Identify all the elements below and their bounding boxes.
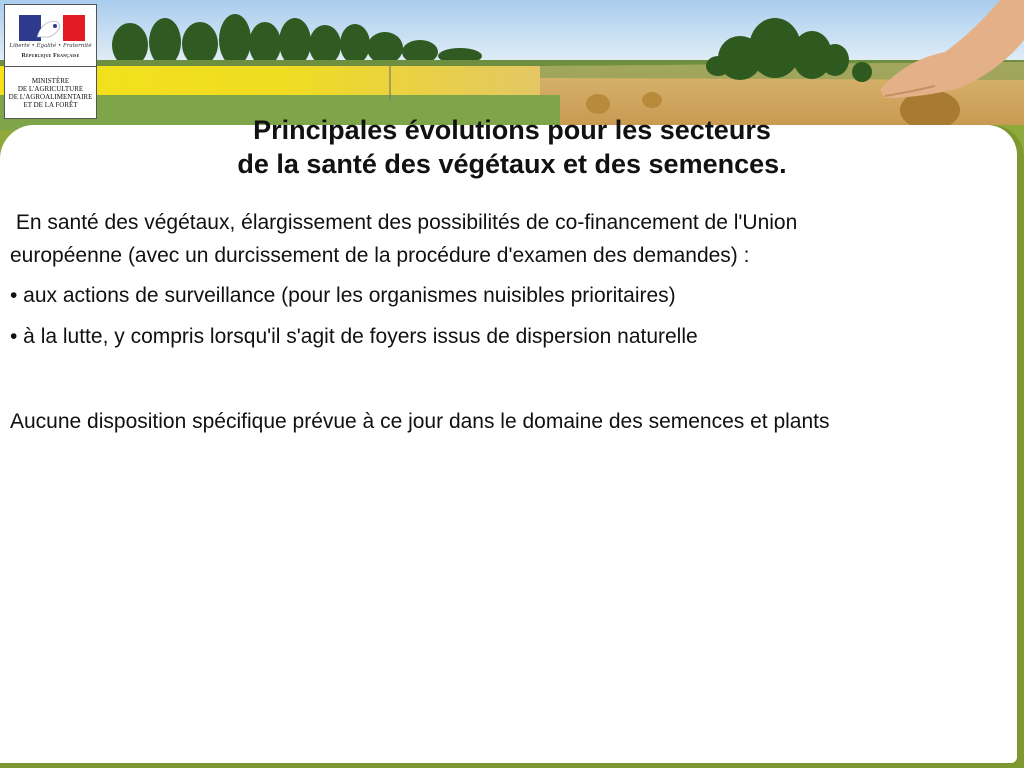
bullet-item: • à la lutte, y compris lorsqu'il s'agit de foyers issus de dispersion naturelle bbox=[10, 325, 698, 348]
ministry-logo bbox=[4, 4, 97, 119]
ministry-line: DE L'AGRICULTURE bbox=[17, 85, 84, 93]
slide-title bbox=[0, 113, 1024, 181]
intro-line-1: En santé des végétaux, élargissement des possibilités de co-financement de l'Union bbox=[10, 211, 798, 234]
motto: Liberté • Égalité • Fraternité bbox=[9, 43, 92, 49]
republique-francaise: République Française bbox=[21, 53, 80, 59]
ministry-line: ET DE LA FORÊT bbox=[23, 101, 78, 109]
bullet-item: • aux actions de surveillance (pour les organismes nuisibles prioritaires) bbox=[10, 284, 676, 307]
title-line-1: Principales évolutions pour les secteurs bbox=[253, 115, 771, 145]
marianne-block bbox=[5, 5, 96, 67]
title-line-2: de la santé des végétaux et des semences. bbox=[237, 149, 787, 179]
marianne-flag-icon bbox=[19, 15, 85, 41]
intro-paragraph bbox=[10, 206, 1018, 272]
ministry-name bbox=[5, 77, 96, 109]
ministry-line: DE L'AGROALIMENTAIRE bbox=[8, 93, 93, 101]
slide-body bbox=[10, 206, 1018, 438]
conclusion-paragraph: Aucune disposition spécifique prévue à ce jour dans le domaine des semences et plants bbox=[10, 410, 830, 433]
ministry-line: MINISTÈRE bbox=[31, 77, 70, 85]
intro-line-2: européenne (avec un durcissement de la procédure d'examen des demandes) : bbox=[10, 244, 750, 267]
